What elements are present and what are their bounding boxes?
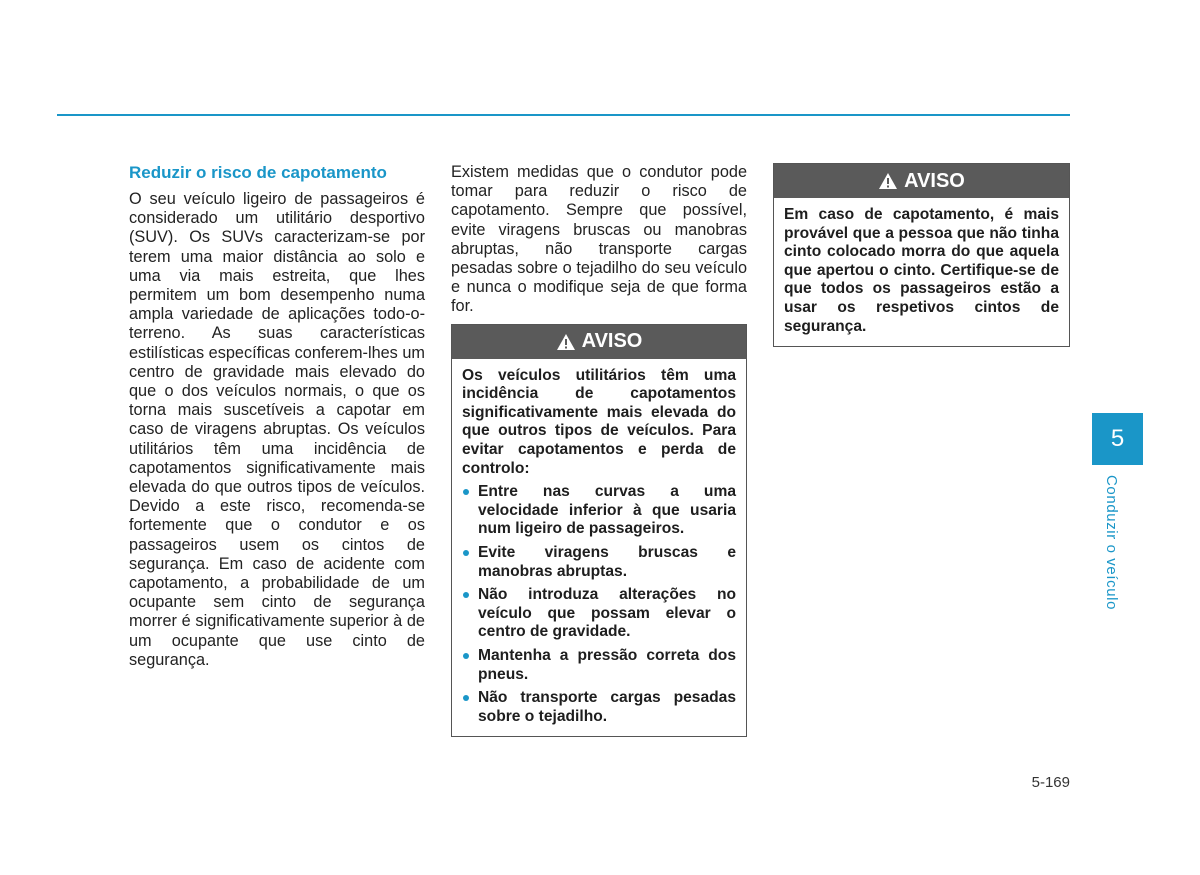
body-paragraph: O seu veículo ligeiro de passageiros é considerado um utilitário desportivo (SUV). Os SUVs caracterizam-se por terem uma maior distância ao solo e uma via mais estreita, que lhes permitem um bom desempenho numa ampla variedade de aplicações todo-o-terreno. As suas características estilísticas específicas conferem-lhes um centro de gravidade mais elevado do que o dos veículos normais, o que os torna mais suscetíveis a capotar em caso de viragens abruptas. Os veículos utilitários têm uma incidência de capotamentos significativamente mais elevada do que outros tipos de veículos. Devido a este risco, recomenda-se fortemente que o condutor e os passageiros usem os cintos de segurança. Em caso de acidente com capotamento, a probabilidade de um ocupante sem cinto de segurança morrer é significativamente superior à de um ocupante que use cinto de segurança. (129, 190, 425, 669)
warning-triangle-icon (556, 333, 576, 351)
warning-text: Em caso de capotamento, é mais provável que a pessoa que não tinha cinto colocado morra do que aquela que apertou o cinto. Certifique-se de que todos os passageiros estão a usar os respetivos cintos de segurança. (784, 206, 1059, 335)
middle-column (451, 163, 747, 737)
warning-box (451, 324, 747, 738)
bullet-icon (463, 653, 469, 659)
section-title: Reduzir o risco de capotamento (129, 163, 387, 182)
page-number: 5-169 (1031, 774, 1070, 791)
list-item (462, 647, 736, 684)
list-item (462, 689, 736, 726)
top-rule (57, 114, 1070, 116)
bullet-icon (463, 550, 469, 556)
bullet-icon (463, 695, 469, 701)
list-item (462, 483, 736, 539)
warning-body (452, 359, 746, 737)
warning-title: AVISO (581, 330, 643, 353)
bullet-icon (463, 592, 469, 598)
chapter-tab: 5 (1092, 413, 1143, 465)
warning-header (774, 164, 1069, 198)
body-paragraph: Existem medidas que o condutor pode tomar para reduzir o risco de capotamento. Sempre que possível, evite viragens bruscas ou manobras abruptas, não transporte cargas pesadas sobre o tejadilho do seu veículo e nunca o modifique seja de que forma for. (451, 163, 747, 316)
warning-header (452, 325, 746, 359)
list-item-text: Não transporte cargas pesadas sobre o tejadilho. (478, 689, 736, 725)
warning-title: AVISO (904, 169, 965, 192)
list-item-text: Não introduza alterações no veículo que possam elevar o centro de gravidade. (478, 586, 736, 641)
chapter-label: Conduzir o veículo (1103, 475, 1120, 611)
list-item-text: Evite viragens bruscas e manobras abruptas. (478, 543, 736, 580)
bullet-icon (463, 489, 469, 495)
list-item (462, 586, 736, 642)
warning-bullet-list (462, 483, 736, 726)
warning-triangle-icon (878, 172, 898, 190)
warning-box (773, 163, 1070, 347)
right-column (773, 163, 1070, 347)
warning-intro: Os veículos utilitários têm uma incidência de capotamentos significativamente mais elevada do que outros tipos de veículos. Para evitar capotamentos e perda de controlo: (462, 366, 736, 477)
list-item-text: Entre nas curvas a uma velocidade inferior à que usaria num ligeiro de passageiros. (478, 483, 736, 538)
list-item (462, 544, 736, 581)
warning-body (774, 198, 1069, 346)
left-column (129, 163, 425, 670)
list-item-text: Mantenha a pressão correta dos pneus. (478, 646, 736, 683)
